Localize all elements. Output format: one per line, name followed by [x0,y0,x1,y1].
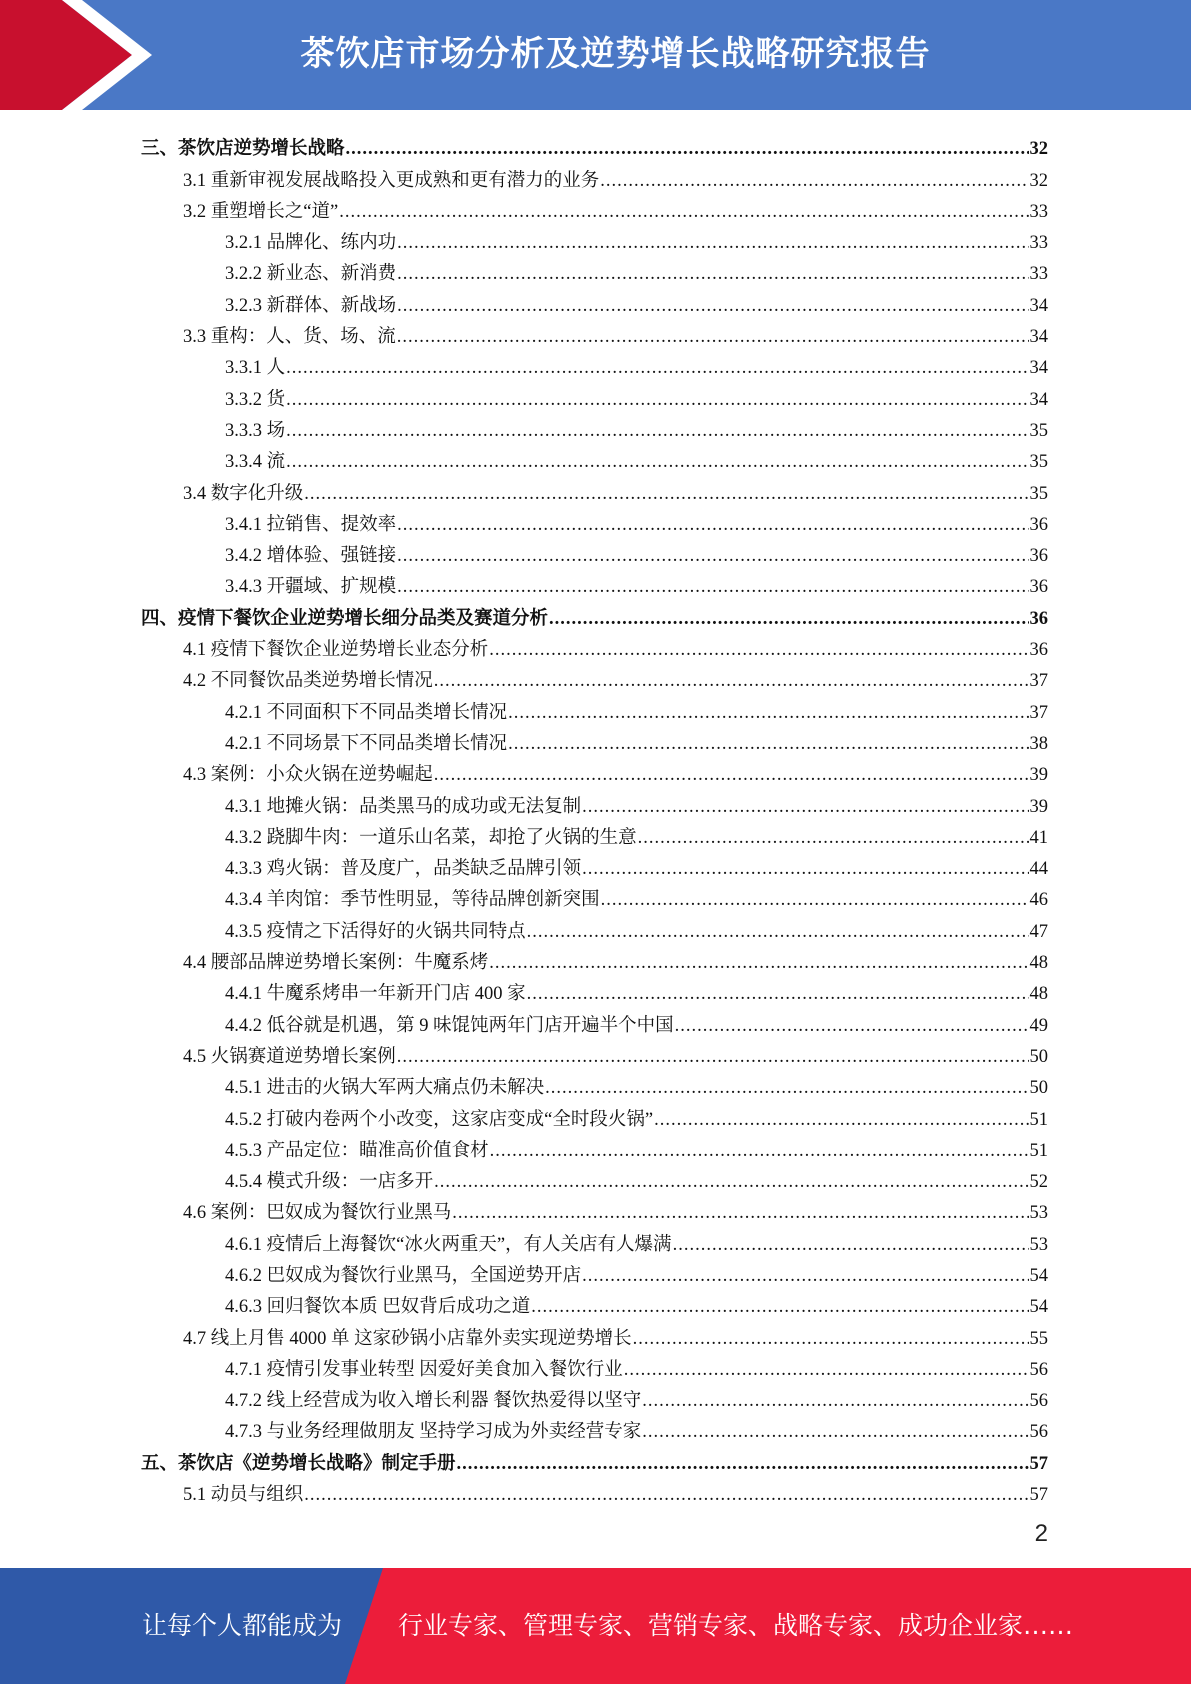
toc-entry-label: 3.3.4 流 [225,452,286,473]
toc-entry[interactable] [141,724,1048,755]
toc-entry-page: 50 [1029,1046,1048,1067]
toc-leader-dots [582,1266,1028,1287]
toc-leader-dots [434,765,1029,786]
toc-entry-page: 34 [1029,358,1048,379]
toc-entry-page: 54 [1029,1265,1048,1286]
toc-entry-page: 39 [1029,796,1048,817]
toc-entry-page: 33 [1029,201,1048,222]
toc-entry-label: 四、疫情下餐饮企业逆势增长细分品类及赛道分析 [141,608,549,629]
toc-leader-dots [397,264,1028,285]
toc-entry[interactable] [141,285,1048,316]
toc-entry-label: 3.3.2 货 [225,389,286,410]
toc-entry[interactable] [141,160,1048,191]
toc-entry[interactable] [141,943,1048,974]
toc-entry-label: 4.5 火锅赛道逆势增长案例 [183,1046,396,1067]
toc-entry-page: 37 [1029,671,1048,692]
toc-entry-label: 4.7.1 疫情引发事业转型 因爱好美食加入餐饮行业 [225,1359,623,1380]
footer-slogan-left: 让每个人都能成为 [142,1611,343,1640]
toc-leader-dots [490,1141,1029,1162]
toc-entry-page: 33 [1029,233,1048,254]
toc-entry-page: 56 [1029,1359,1048,1380]
toc-entry-page: 32 [1029,139,1048,160]
toc-entry-label: 4.6.2 巴奴成为餐饮行业黑马，全国逆势开店 [225,1265,582,1286]
toc-entry-page: 36 [1029,577,1048,598]
toc-entry-page: 48 [1029,984,1048,1005]
toc-entry[interactable] [141,1381,1048,1412]
toc-entry-label: 4.3.5 疫情之下活得好的火锅共同特点 [225,921,526,942]
toc-entry[interactable] [141,1162,1048,1193]
toc-leader-dots [286,390,1028,411]
toc-entry-label: 3.2.3 新群体、新战场 [225,295,397,316]
toc-entry[interactable] [141,536,1048,567]
toc-entry-page: 50 [1029,1078,1048,1099]
toc-entry[interactable] [141,1287,1048,1318]
toc-entry[interactable] [141,192,1048,223]
toc-entry[interactable] [141,849,1048,880]
toc-entry-page: 37 [1029,702,1048,723]
toc-entry-label: 3.3.3 场 [225,420,286,441]
toc-entry-label: 3.4.3 开疆域、扩规模 [225,577,397,598]
page-footer [0,1568,1191,1684]
toc-entry[interactable] [141,692,1048,723]
toc-entry-page: 53 [1029,1234,1048,1255]
toc-entry-page: 51 [1029,1109,1048,1130]
toc-leader-dots [633,1329,1029,1350]
toc-entry-page: 36 [1029,546,1048,567]
toc-entry-label: 5.1 动员与组织 [183,1485,304,1506]
toc-entry-label: 4.4.1 牛魔系烤串一年新开门店 400 家 [225,984,526,1005]
toc-entry-page: 35 [1029,452,1048,473]
toc-leader-dots [339,202,1028,223]
toc-entry[interactable] [141,1350,1048,1381]
toc-entry[interactable] [141,818,1048,849]
toc-leader-dots [601,890,1029,911]
toc-entry-page: 35 [1029,420,1048,441]
page-number: 2 [1034,1520,1048,1547]
toc-entry[interactable] [141,348,1048,379]
toc-entry-page: 36 [1029,514,1048,535]
toc-leader-dots [508,703,1028,724]
toc-entry[interactable] [141,974,1048,1005]
toc-entry[interactable] [141,1224,1048,1255]
toc-entry[interactable] [141,1193,1048,1224]
toc-entry-label: 3.4.2 增体验、强链接 [225,546,397,567]
toc-leader-dots [624,1360,1029,1381]
toc-leader-dots [600,171,1028,192]
toc-entry[interactable] [141,1318,1048,1349]
toc-entry-label: 4.3.2 跷脚牛肉：一道乐山名菜，却抢了火锅的生意 [225,827,637,848]
toc-entry-page: 34 [1029,295,1048,316]
toc-leader-dots [642,1422,1028,1443]
toc-entry[interactable] [141,1068,1048,1099]
toc-leader-dots [527,984,1029,1005]
toc-leader-dots [582,797,1028,818]
toc-entry-label: 4.6.1 疫情后上海餐饮“冰火两重天”，有人关店有人爆满 [225,1234,672,1255]
toc-entry-label: 4.6.3 回归餐饮本质 巴奴背后成功之道 [225,1297,531,1318]
toc-entry-label: 4.2.1 不同场景下不同品类增长情况 [225,733,508,754]
toc-entry-label: 三、茶饮店逆势增长战略 [141,139,345,160]
toc-leader-dots [397,327,1029,348]
toc-entry-label: 3.2.2 新业态、新消费 [225,264,397,285]
toc-entry[interactable] [141,1475,1048,1506]
toc-entry[interactable] [141,755,1048,786]
footer-slogan-right: 行业专家、管理专家、营销专家、战略专家、成功企业家…… [398,1611,1074,1640]
toc-leader-dots [286,358,1028,379]
toc-entry-page: 39 [1029,765,1048,786]
toc-entry[interactable] [141,1412,1048,1443]
toc-leader-dots [286,452,1028,473]
toc-leader-dots [304,484,1028,505]
toc-entry-label: 4.2 不同餐饮品类逆势增长情况 [183,671,433,692]
toc-leader-dots [675,1016,1029,1037]
toc-entry[interactable] [141,911,1048,942]
toc-leader-dots [397,296,1028,317]
toc-entry[interactable] [141,129,1048,160]
toc-entry-page: 56 [1029,1422,1048,1443]
toc-entry-page: 52 [1029,1172,1048,1193]
toc-entry-label: 4.3.4 羊肉馆：季节性明显，等待品牌创新突围 [225,890,600,911]
toc-leader-dots [286,421,1028,442]
toc-entry-page: 46 [1029,890,1048,911]
toc-entry-page: 51 [1029,1140,1048,1161]
toc-entry-label: 4.1 疫情下餐饮企业逆势增长业态分析 [183,640,489,661]
toc-leader-dots [452,1203,1028,1224]
toc-entry-page: 56 [1029,1391,1048,1412]
toc-leader-dots [489,953,1028,974]
toc-leader-dots [527,922,1029,943]
toc-entry-label: 3.3.1 人 [225,358,286,379]
toc-leader-dots [457,1454,1029,1475]
toc-entry-label: 五、茶饮店《逆势增长战略》制定手册 [141,1453,456,1474]
toc-entry-page: 35 [1029,483,1048,504]
toc-entry[interactable] [141,379,1048,410]
toc-entry-label: 3.3 重构：人、货、场、流 [183,327,396,348]
toc-entry[interactable] [141,1099,1048,1130]
toc-leader-dots [545,1078,1028,1099]
toc-entry[interactable] [141,598,1048,629]
toc-entry-page: 48 [1029,953,1048,974]
toc-entry[interactable] [141,661,1048,692]
toc-entry-page: 57 [1029,1485,1048,1506]
toc-entry-label: 4.4 腰部品牌逆势增长案例：牛魔系烤 [183,953,489,974]
toc-entry-page: 54 [1029,1297,1048,1318]
toc-entry-label: 3.2 重塑增长之“道” [183,201,339,222]
toc-leader-dots [397,546,1028,567]
toc-entry-label: 4.3.1 地摊火锅：品类黑马的成功或无法复制 [225,796,582,817]
toc-entry[interactable] [141,411,1048,442]
toc-entry-page: 44 [1029,859,1048,880]
toc-entry-label: 3.2.1 品牌化、练内功 [225,233,397,254]
toc-entry[interactable] [141,786,1048,817]
report-title: 茶饮店市场分析及逆势增长战略研究报告 [300,34,931,74]
toc-entry[interactable] [141,1005,1048,1036]
toc-leader-dots [397,577,1028,598]
toc-entry-page: 38 [1029,733,1048,754]
toc-leader-dots [346,139,1029,160]
toc-entry-page: 53 [1029,1203,1048,1224]
toc-leader-dots [397,1047,1029,1068]
toc-entry-label: 4.3.3 鸡火锅：普及度广，品类缺乏品牌引领 [225,859,582,880]
toc-entry-page: 41 [1029,827,1048,848]
toc-leader-dots [673,1235,1029,1256]
toc-leader-dots [434,671,1029,692]
toc-entry-label: 4.2.1 不同面积下不同品类增长情况 [225,702,508,723]
toc-leader-dots [549,609,1028,630]
toc-entry-page: 36 [1029,608,1048,629]
toc-entry[interactable] [141,473,1048,504]
toc-entry-page: 34 [1029,327,1048,348]
table-of-contents [141,129,1048,1506]
toc-entry-label: 4.4.2 低谷就是机遇，第 9 味馄饨两年门店开遍半个中国 [225,1015,674,1036]
toc-entry-label: 4.6 案例：巴奴成为餐饮行业黑马 [183,1203,452,1224]
page-header [0,0,1191,110]
toc-entry[interactable] [141,1256,1048,1287]
toc-entry[interactable] [141,567,1048,598]
toc-entry-page: 32 [1029,170,1048,191]
toc-leader-dots [397,515,1028,536]
toc-entry-page: 33 [1029,264,1048,285]
toc-entry-label: 4.3 案例：小众火锅在逆势崛起 [183,765,433,786]
toc-entry[interactable] [141,317,1048,348]
toc-leader-dots [434,1172,1028,1193]
toc-leader-dots [489,640,1028,661]
toc-entry[interactable] [141,1131,1048,1162]
toc-entry[interactable] [141,223,1048,254]
toc-entry-label: 4.7.3 与业务经理做朋友 坚持学习成为外卖经营专家 [225,1422,642,1443]
toc-entry-page: 34 [1029,389,1048,410]
toc-entry-label: 4.5.1 进击的火锅大军两大痛点仍未解决 [225,1078,545,1099]
toc-entry-label: 3.1 重新审视发展战略投入更成熟和更有潜力的业务 [183,170,600,191]
toc-entry-page: 36 [1029,640,1048,661]
toc-leader-dots [508,734,1028,755]
toc-entry-label: 4.5.2 打破内卷两个小改变，这家店变成“全时段火锅” [225,1109,654,1130]
toc-leader-dots [642,1391,1028,1412]
toc-entry-label: 4.5.4 模式升级：一店多开 [225,1172,434,1193]
toc-entry[interactable] [141,254,1048,285]
toc-leader-dots [638,828,1029,849]
toc-entry-page: 47 [1029,921,1048,942]
toc-leader-dots [582,859,1028,880]
toc-entry[interactable] [141,1037,1048,1068]
toc-leader-dots [654,1110,1028,1131]
toc-leader-dots [397,233,1028,254]
toc-entry-page: 49 [1029,1015,1048,1036]
toc-entry[interactable] [141,442,1048,473]
toc-entry[interactable] [141,505,1048,536]
toc-leader-dots [304,1485,1028,1506]
toc-entry-label: 4.5.3 产品定位：瞄准高价值食材 [225,1140,489,1161]
toc-entry-label: 3.4 数字化升级 [183,483,304,504]
toc-entry[interactable] [141,630,1048,661]
toc-entry-label: 4.7 线上月售 4000 单 这家砂锅小店靠外卖实现逆势增长 [183,1328,632,1349]
toc-entry-label: 3.4.1 拉销售、提效率 [225,514,397,535]
toc-entry[interactable] [141,1443,1048,1474]
toc-entry-page: 57 [1029,1453,1048,1474]
toc-leader-dots [531,1297,1028,1318]
toc-entry-label: 4.7.2 线上经营成为收入增长利器 餐饮热爱得以坚守 [225,1391,642,1412]
toc-entry-page: 55 [1029,1328,1048,1349]
toc-entry[interactable] [141,880,1048,911]
